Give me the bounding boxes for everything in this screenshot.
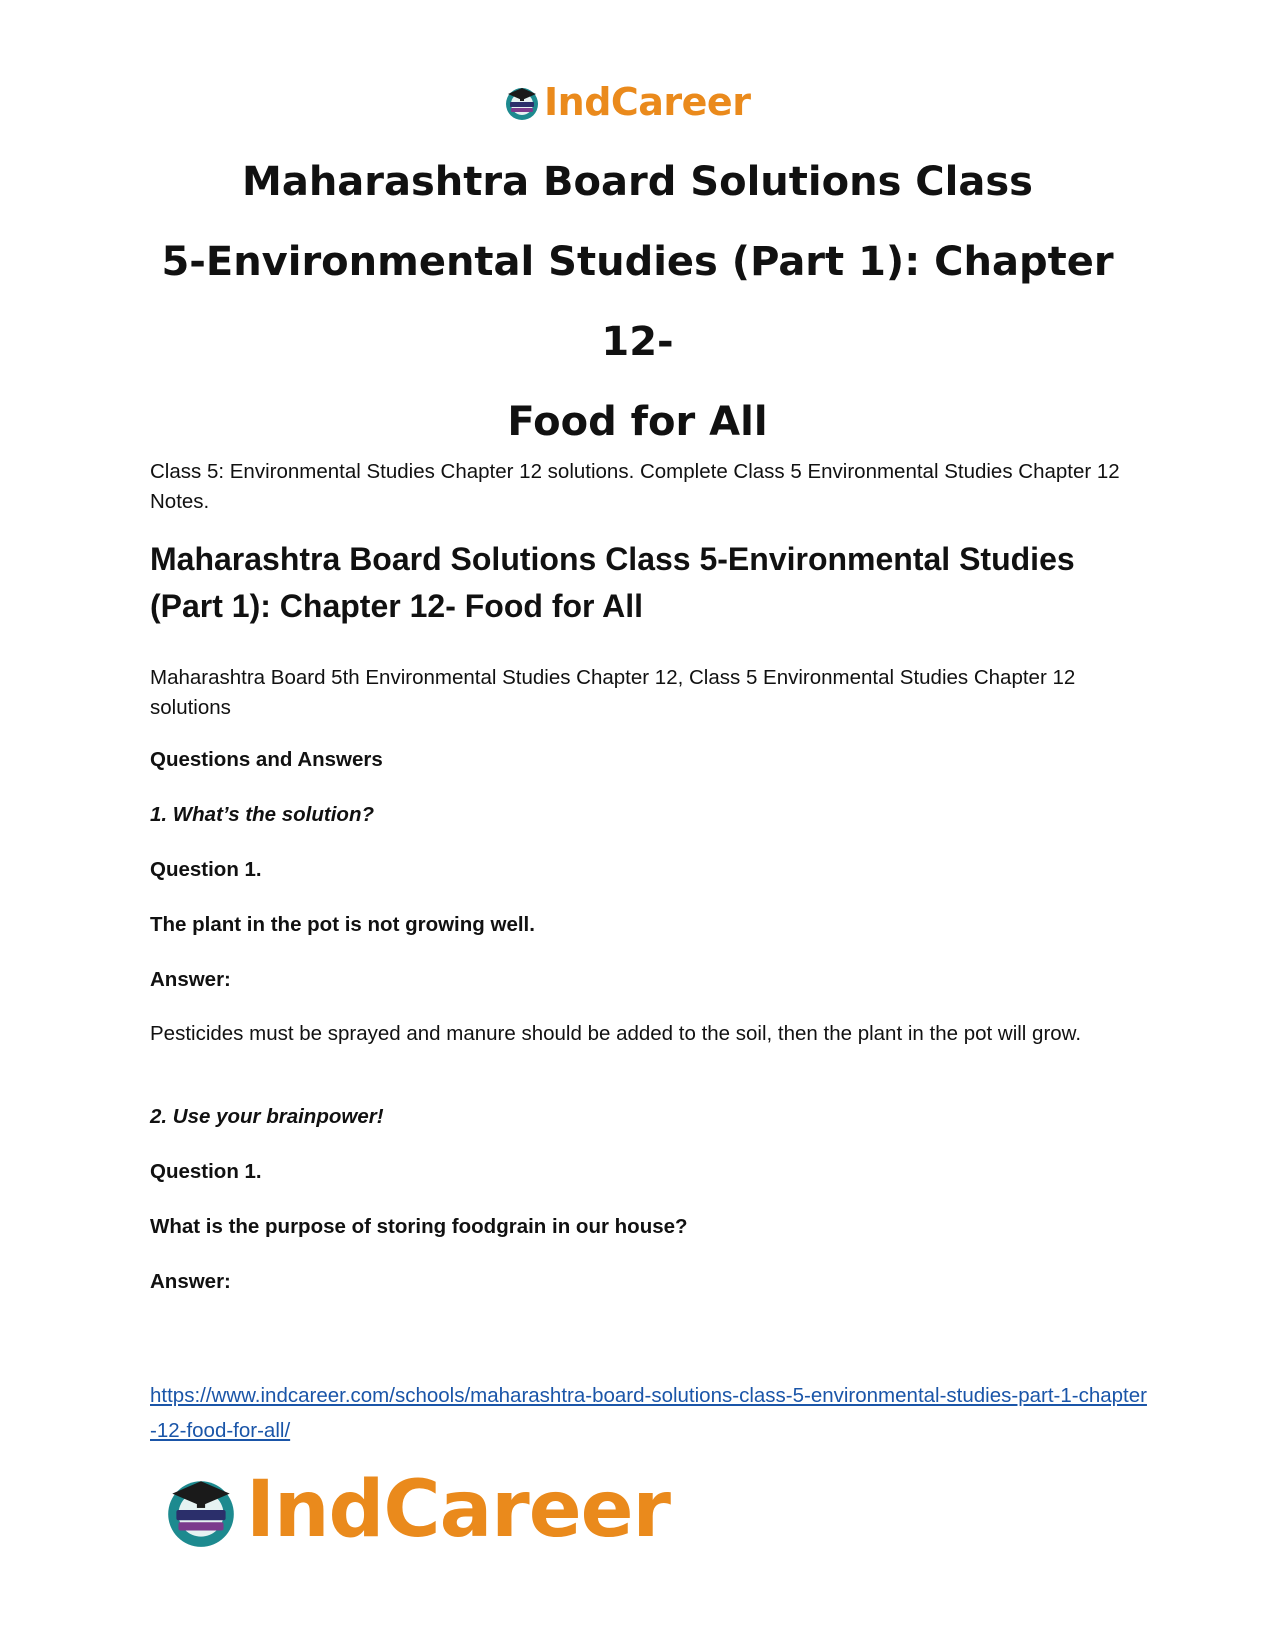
- answer-2-label: Answer:: [150, 1270, 231, 1293]
- logo-wordmark: IndCareer: [246, 1465, 670, 1555]
- section-2-heading: 2. Use your brainpower!: [150, 1105, 384, 1128]
- graduation-globe-icon: [502, 82, 542, 122]
- answer-1-label: Answer:: [150, 968, 231, 991]
- source-url-link[interactable]: https://www.indcareer.com/schools/maharashtra-board-solutions-class-5-environmental-studies-part-1-chapter-12-food-for-all/: [150, 1384, 1147, 1442]
- indcareer-logo-top[interactable]: [502, 80, 750, 124]
- page-title: [120, 142, 1155, 462]
- answer-1-text: Pesticides must be sprayed and manure should be added to the soil, then the plant in the pot will grow.: [150, 1022, 1082, 1045]
- question-2-label: Question 1.: [150, 1160, 262, 1183]
- graduation-globe-icon: [160, 1469, 242, 1551]
- title-line-1: Maharashtra Board Solutions Class: [242, 159, 1033, 205]
- indcareer-logo-bottom[interactable]: [160, 1465, 670, 1555]
- logo-wordmark: IndCareer: [544, 80, 751, 124]
- section-heading: Maharashtra Board Solutions Class 5-Environmental Studies (Part 1): Chapter 12- Food for All: [150, 541, 1075, 624]
- question-1-label: Question 1.: [150, 858, 262, 881]
- question-2-text: What is the purpose of storing foodgrain in our house?: [150, 1215, 688, 1238]
- title-line-2: 5-Environmental Studies (Part 1): Chapter 12-: [161, 239, 1114, 365]
- question-1-text: The plant in the pot is not growing well.: [150, 913, 535, 936]
- section-intro: Maharashtra Board 5th Environmental Studies Chapter 12, Class 5 Environmental Studies Chapter 12 solutions: [150, 666, 1076, 719]
- title-line-3: Food for All: [507, 399, 768, 445]
- section-1-heading: 1. What’s the solution?: [150, 803, 374, 826]
- qa-heading: Questions and Answers: [150, 748, 383, 771]
- intro-paragraph: Class 5: Environmental Studies Chapter 12 solutions. Complete Class 5 Environmental Studies Chapter 12 Notes.: [150, 460, 1120, 513]
